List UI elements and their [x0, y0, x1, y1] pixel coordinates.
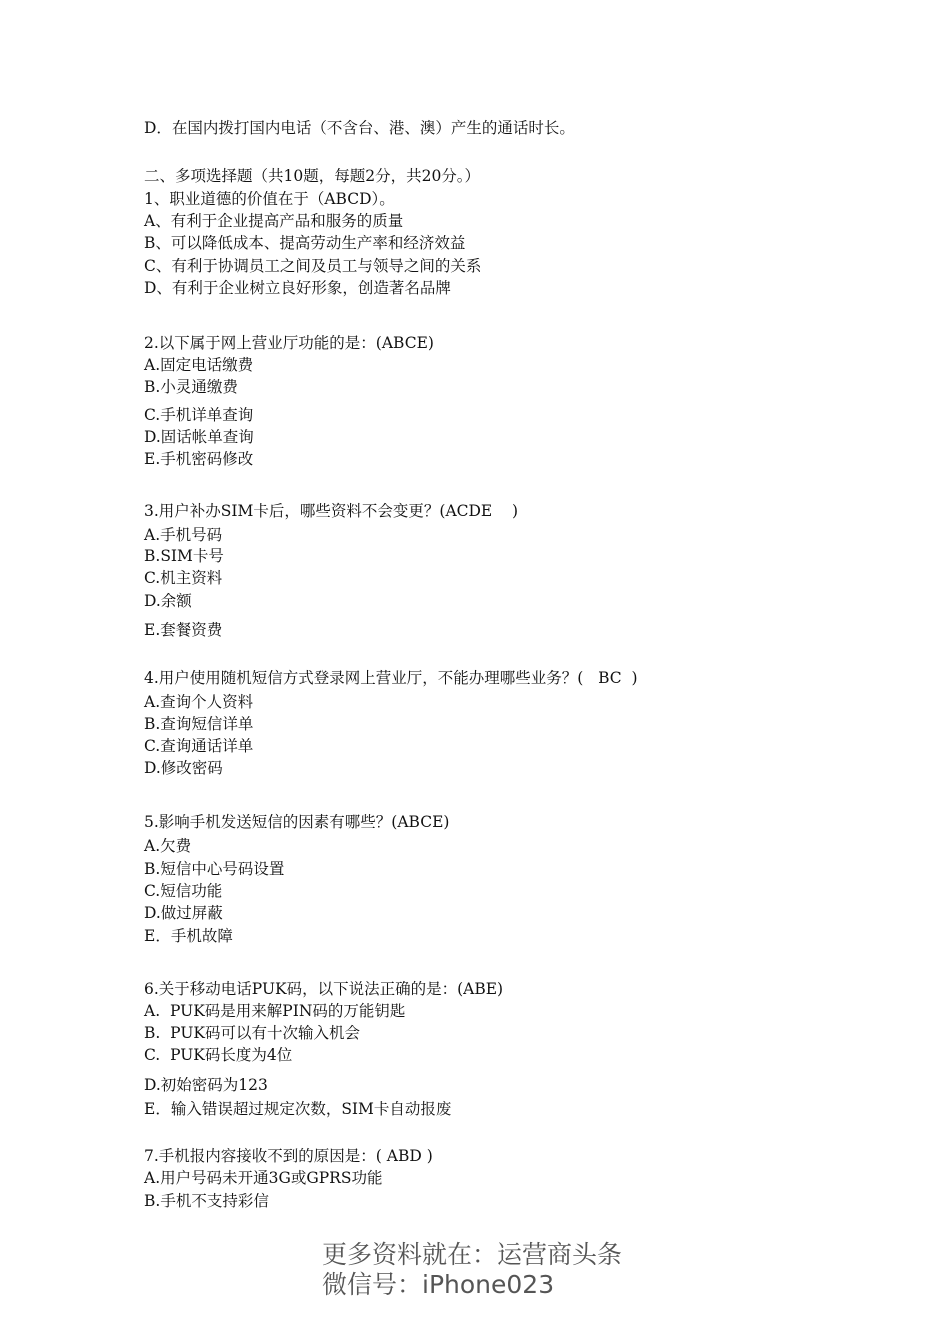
question-option: B. PUK码可以有十次输入机会 [144, 1024, 360, 1042]
question-option: C.短信功能 [144, 882, 223, 900]
question-option: D.修改密码 [144, 759, 223, 777]
question-option: C.查询通话详单 [144, 737, 254, 755]
question-option: A.用户号码未开通3G或GPRS功能 [144, 1169, 383, 1187]
footer-wechat-id: 微信号：iPhone023 [322, 1270, 555, 1299]
question-option: A.固定电话缴费 [144, 356, 254, 374]
question-option: D.做过屏蔽 [144, 904, 223, 922]
question-option: E．输入错误超过规定次数，SIM卡自动报废 [144, 1100, 452, 1118]
question-option: E.手机密码修改 [144, 450, 254, 468]
question-option: B.SIM卡号 [144, 547, 224, 565]
footer-promo-line: 更多资料就在：运营商头条 [322, 1240, 623, 1269]
question-option: C、有利于协调员工之间及员工与领导之间的关系 [144, 257, 482, 275]
question-option: D.初始密码为123 [144, 1076, 268, 1094]
question-option: E.套餐资费 [144, 621, 223, 639]
question-option: A.欠费 [144, 837, 192, 855]
question-stem: 5.影响手机发送短信的因素有哪些？(ABCE) [144, 813, 450, 831]
question-option: C.手机详单查询 [144, 406, 254, 424]
question-stem: 3.用户补办SIM卡后，哪些资料不会变更？(ACDE ) [144, 502, 518, 520]
question-stem: 2.以下属于网上营业厅功能的是：(ABCE) [144, 334, 434, 352]
prev-question-option-d: D．在国内拨打国内电话（不含台、港、澳）产生的通话时长。 [144, 119, 575, 137]
question-option: B.短信中心号码设置 [144, 860, 285, 878]
question-option: E．手机故障 [144, 927, 233, 945]
question-stem: 7.手机报内容接收不到的原因是：( ABD ) [144, 1147, 433, 1165]
question-stem: 4.用户使用随机短信方式登录网上营业厅，不能办理哪些业务？( BC ) [144, 669, 638, 687]
question-option: A.手机号码 [144, 526, 223, 544]
question-stem: 6.关于移动电话PUK码，以下说法正确的是：(ABE) [144, 980, 504, 998]
question-option: B.小灵通缴费 [144, 378, 238, 396]
question-option: B.手机不支持彩信 [144, 1192, 269, 1210]
question-option: D.固话帐单查询 [144, 428, 254, 446]
question-option: A、有利于企业提高产品和服务的质量 [144, 212, 404, 230]
question-option: B.查询短信详单 [144, 715, 254, 733]
question-stem: 1、职业道德的价值在于（ABCD）。 [144, 190, 395, 208]
question-option: D.余额 [144, 592, 192, 610]
question-option: C. PUK码长度为4位 [144, 1046, 293, 1064]
question-option: C.机主资料 [144, 569, 223, 587]
section-heading: 二、多项选择题（共10题，每题2分，共20分。） [144, 167, 481, 185]
question-option: A. PUK码是用来解PIN码的万能钥匙 [144, 1002, 406, 1020]
question-option: A.查询个人资料 [144, 693, 254, 711]
question-option: D、有利于企业树立良好形象，创造著名品牌 [144, 279, 451, 297]
question-option: B、可以降低成本、提高劳动生产率和经济效益 [144, 234, 466, 252]
